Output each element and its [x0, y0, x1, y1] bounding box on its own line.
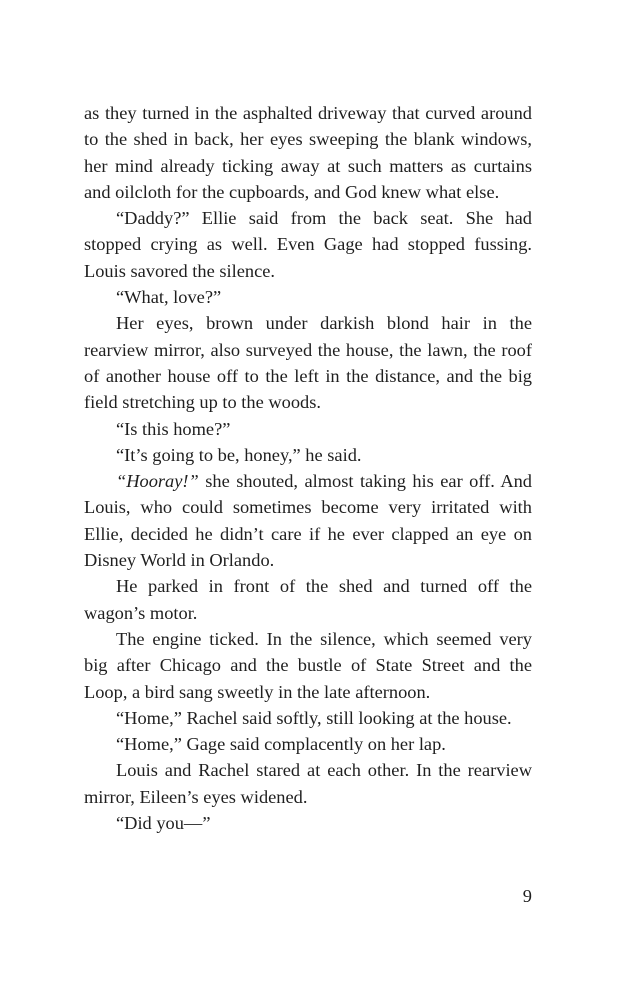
body-text	[84, 100, 532, 836]
paragraph: as they turned in the asphalted driveway that curved around to the shed in back, her eyes sweeping the blank windows, her mind already ticking away at such matters as curtains and oilcloth for the cupboards, and God knew what else.	[84, 103, 532, 202]
paragraph: Louis and Rachel stared at each other. In the rearview mirror, Eileen’s eyes widened.	[84, 760, 532, 807]
paragraph: “Is this home?”	[116, 418, 231, 439]
page-number: 9	[522, 886, 532, 906]
paragraph: “Home,” Gage said complacently on her lap.	[116, 734, 446, 755]
paragraph-text: she shouted, almost taking his ear off. And Louis, who could sometimes become very irritated with Ellie, decided he didn’t care if he ever clapped an eye on Disney World in Orlando.	[84, 471, 532, 571]
paragraph: “It’s going to be, honey,” he said.	[116, 444, 362, 465]
paragraph: “Daddy?” Ellie said from the back seat. She had stopped crying as well. Even Gage had stopped fussing. Louis savored the silence.	[84, 208, 532, 281]
paragraph: “What, love?”	[116, 287, 222, 308]
paragraph: “Home,” Rachel said softly, still looking at the house.	[116, 707, 512, 728]
emphasis-hooray: “Hooray!”	[116, 471, 199, 492]
paragraph	[84, 468, 532, 573]
paragraph: He parked in front of the shed and turned off the wagon’s motor.	[84, 576, 532, 623]
paragraph: “Did you—”	[116, 813, 211, 834]
paragraph: Her eyes, brown under darkish blond hair in the rearview mirror, also surveyed the house, the lawn, the roof of another house off to the left in the distance, and the big field stretching up to the woods.	[84, 313, 532, 413]
paragraph: The engine ticked. In the silence, which seemed very big after Chicago and the bustle of State Street and the Loop, a bird sang sweetly in the late afternoon.	[84, 628, 532, 702]
